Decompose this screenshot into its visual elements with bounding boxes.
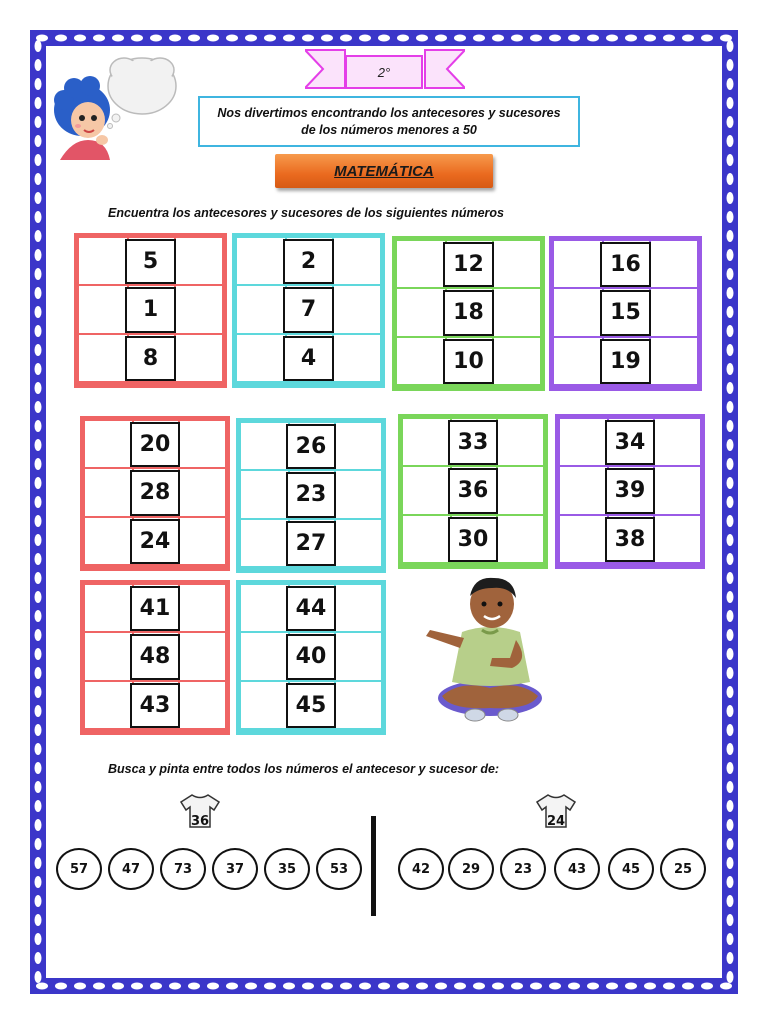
successor-cell[interactable] bbox=[336, 288, 378, 330]
number-grid bbox=[392, 236, 545, 391]
given-number: 41 bbox=[130, 586, 181, 631]
given-number: 43 bbox=[130, 683, 181, 728]
successor-cell[interactable] bbox=[178, 288, 220, 330]
given-number: 4 bbox=[283, 336, 335, 381]
antecessor-cell[interactable] bbox=[81, 240, 123, 282]
number-option-circle[interactable]: 29 bbox=[448, 848, 494, 890]
title-box bbox=[198, 96, 580, 147]
antecessor-cell[interactable] bbox=[399, 340, 441, 382]
successor-cell[interactable] bbox=[657, 469, 698, 511]
given-number: 28 bbox=[130, 470, 181, 515]
number-option-circle[interactable]: 25 bbox=[660, 848, 706, 890]
antecessor-cell[interactable] bbox=[87, 423, 128, 465]
number-option-circle[interactable]: 45 bbox=[608, 848, 654, 890]
antecessor-cell[interactable] bbox=[239, 288, 281, 330]
target-number-left: 36 bbox=[191, 814, 210, 829]
antecessor-cell[interactable] bbox=[562, 469, 603, 511]
successor-cell[interactable] bbox=[182, 471, 223, 513]
given-number: 2 bbox=[283, 239, 335, 284]
antecessor-cell[interactable] bbox=[562, 518, 603, 560]
antecessor-cell[interactable] bbox=[243, 587, 284, 629]
given-number: 34 bbox=[605, 420, 656, 465]
number-option-circle[interactable]: 47 bbox=[108, 848, 154, 890]
given-number: 39 bbox=[605, 468, 656, 513]
number-grid bbox=[80, 416, 230, 571]
given-number: 19 bbox=[600, 339, 652, 384]
antecessor-cell[interactable] bbox=[81, 337, 123, 379]
given-number: 5 bbox=[125, 239, 177, 284]
number-option-circle[interactable]: 37 bbox=[212, 848, 258, 890]
antecessor-cell[interactable] bbox=[405, 518, 446, 560]
antecessor-cell[interactable] bbox=[87, 587, 128, 629]
antecessor-cell[interactable] bbox=[556, 291, 598, 333]
successor-cell[interactable] bbox=[178, 337, 220, 379]
successor-cell[interactable] bbox=[336, 337, 378, 379]
antecessor-cell[interactable] bbox=[239, 337, 281, 379]
target-number-right: 24 bbox=[547, 814, 566, 829]
given-number: 24 bbox=[130, 519, 181, 564]
given-number: 18 bbox=[443, 290, 495, 335]
given-number: 48 bbox=[130, 634, 181, 679]
antecessor-cell[interactable] bbox=[399, 243, 441, 285]
antecessor-cell[interactable] bbox=[87, 471, 128, 513]
number-option-circle[interactable]: 43 bbox=[554, 848, 600, 890]
number-grid bbox=[236, 580, 386, 735]
successor-cell[interactable] bbox=[338, 635, 379, 677]
antecessor-cell[interactable] bbox=[81, 288, 123, 330]
number-option-circle[interactable]: 73 bbox=[160, 848, 206, 890]
successor-cell[interactable] bbox=[182, 423, 223, 465]
successor-cell[interactable] bbox=[178, 240, 220, 282]
number-option-circle[interactable]: 57 bbox=[56, 848, 102, 890]
antecessor-cell[interactable] bbox=[243, 522, 284, 564]
given-number: 33 bbox=[448, 420, 499, 465]
instruction-paint: Busca y pinta entre todos los números el antecesor y sucesor de: bbox=[108, 762, 500, 776]
successor-cell[interactable] bbox=[338, 425, 379, 467]
successor-cell[interactable] bbox=[653, 291, 695, 333]
successor-cell[interactable] bbox=[338, 522, 379, 564]
antecessor-cell[interactable] bbox=[405, 421, 446, 463]
successor-cell[interactable] bbox=[496, 340, 538, 382]
successor-cell[interactable] bbox=[653, 243, 695, 285]
successor-cell[interactable] bbox=[500, 421, 541, 463]
antecessor-cell[interactable] bbox=[556, 243, 598, 285]
title-line-2: de los números menores a 50 bbox=[301, 122, 477, 137]
number-grid bbox=[549, 236, 702, 391]
given-number: 20 bbox=[130, 422, 181, 467]
number-grid bbox=[74, 233, 227, 388]
given-number: 23 bbox=[286, 472, 337, 517]
antecessor-cell[interactable] bbox=[556, 340, 598, 382]
antecessor-cell[interactable] bbox=[243, 425, 284, 467]
successor-cell[interactable] bbox=[657, 421, 698, 463]
antecessor-cell[interactable] bbox=[87, 520, 128, 562]
antecessor-cell[interactable] bbox=[399, 291, 441, 333]
subject-banner: MATEMÁTICA bbox=[275, 154, 493, 188]
antecessor-cell[interactable] bbox=[243, 635, 284, 677]
successor-cell[interactable] bbox=[182, 520, 223, 562]
given-number: 26 bbox=[286, 424, 337, 469]
given-number: 44 bbox=[286, 586, 337, 631]
divider-line bbox=[371, 816, 376, 916]
grade-label: 2° bbox=[345, 55, 423, 89]
successor-cell[interactable] bbox=[653, 340, 695, 382]
number-grid bbox=[555, 414, 705, 569]
antecessor-cell[interactable] bbox=[405, 469, 446, 511]
successor-cell[interactable] bbox=[182, 587, 223, 629]
number-grid bbox=[398, 414, 548, 569]
successor-cell[interactable] bbox=[336, 240, 378, 282]
antecessor-cell[interactable] bbox=[239, 240, 281, 282]
given-number: 30 bbox=[448, 517, 499, 562]
antecessor-cell[interactable] bbox=[562, 421, 603, 463]
successor-cell[interactable] bbox=[496, 291, 538, 333]
antecessor-cell[interactable] bbox=[243, 684, 284, 726]
given-number: 7 bbox=[283, 287, 335, 332]
successor-cell[interactable] bbox=[182, 684, 223, 726]
given-number: 45 bbox=[286, 683, 337, 728]
successor-cell[interactable] bbox=[500, 469, 541, 511]
given-number: 12 bbox=[443, 242, 495, 287]
antecessor-cell[interactable] bbox=[243, 473, 284, 515]
given-number: 36 bbox=[448, 468, 499, 513]
antecessor-cell[interactable] bbox=[87, 635, 128, 677]
instruction-find: Encuentra los antecesores y sucesores de los siguientes números bbox=[108, 206, 504, 220]
boy-sitting-illustration bbox=[420, 570, 555, 730]
number-grid bbox=[232, 233, 385, 388]
number-option-circle[interactable]: 23 bbox=[500, 848, 546, 890]
number-option-circle[interactable]: 42 bbox=[398, 848, 444, 890]
successor-cell[interactable] bbox=[338, 473, 379, 515]
number-grid bbox=[236, 418, 386, 573]
number-grid bbox=[80, 580, 230, 735]
given-number: 27 bbox=[286, 521, 337, 566]
given-number: 40 bbox=[286, 634, 337, 679]
successor-cell[interactable] bbox=[657, 518, 698, 560]
girl-thinking-illustration bbox=[50, 48, 180, 163]
antecessor-cell[interactable] bbox=[87, 684, 128, 726]
given-number: 15 bbox=[600, 290, 652, 335]
successor-cell[interactable] bbox=[500, 518, 541, 560]
number-option-circle[interactable]: 35 bbox=[264, 848, 310, 890]
successor-cell[interactable] bbox=[496, 243, 538, 285]
successor-cell[interactable] bbox=[182, 635, 223, 677]
given-number: 16 bbox=[600, 242, 652, 287]
given-number: 8 bbox=[125, 336, 177, 381]
title-line-1: Nos divertimos encontrando los antecesores y sucesores bbox=[217, 105, 561, 120]
number-option-circle[interactable]: 53 bbox=[316, 848, 362, 890]
successor-cell[interactable] bbox=[338, 684, 379, 726]
given-number: 1 bbox=[125, 287, 177, 332]
given-number: 10 bbox=[443, 339, 495, 384]
given-number: 38 bbox=[605, 517, 656, 562]
successor-cell[interactable] bbox=[338, 587, 379, 629]
